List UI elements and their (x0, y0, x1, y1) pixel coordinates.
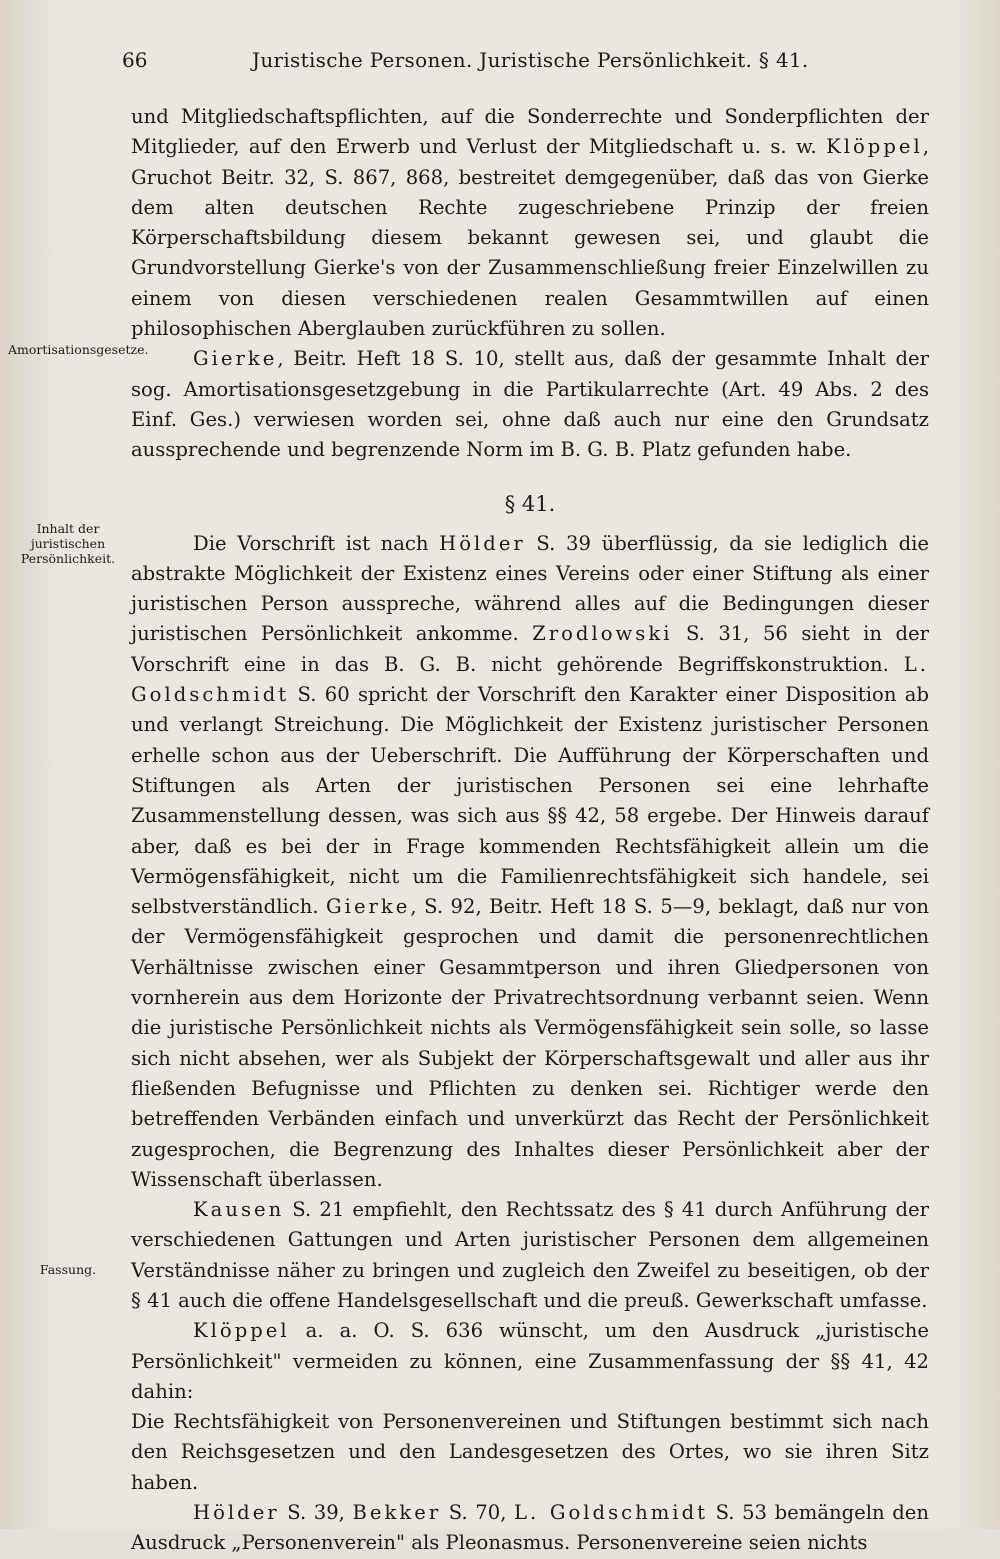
author-name: Gierke (326, 895, 411, 919)
paragraph: Kausen S. 21 empfiehlt, den Rechtssatz des § 41 durch Anführung der verschiedenen Gattungen und Arten juristischer Personen dem allgemeinen Verständnisse näher zu bringen und zugleich den Zweifel zu beseitigen, ob der § 41 auch die offene Handelsgesellschaft und die preuß. Gewerkschaft umfasse. (131, 1198, 929, 1312)
running-header (122, 46, 930, 74)
author-name: Zrodlowski (532, 622, 673, 646)
page-number: 66 (122, 48, 148, 72)
author-name: L. Goldschmidt (131, 652, 929, 707)
author-name: Hölder (193, 1501, 280, 1525)
author-name: L. Goldschmidt (514, 1501, 708, 1525)
author-name: Gierke (193, 347, 278, 371)
paragraph: Gierke, Beitr. Heft 18 S. 10, stellt aus, daß der gesammte Inhalt der sog. Amortisationsgesetzgebung in die Partikularrechte (Art. 49 Abs. 2 des Einf. Ges.) verwiesen worden sei, ohne daß auch nur eine den Grundsatz aussprechende und begrenzende Norm im B. G. B. Platz gefunden habe. (131, 347, 929, 462)
margin-note-fassung: Fassung. (39, 1262, 97, 1277)
author-name: Klöppel (193, 1319, 290, 1343)
paragraph: Hölder S. 39, Bekker S. 70, L. Goldschmidt S. 53 bemängeln den Ausdruck „Personenverein" als Pleonasmus. Personenvereine seien nichts (131, 1501, 929, 1555)
section-heading: § 41. (504, 491, 556, 516)
paragraph: Klöppel a. a. O. S. 636 wünscht, um den Ausdruck „juristische Persönlichkeit" vermeiden zu können, eine Zusammenfassung der §§ 41, 42 dahin: (131, 1319, 929, 1403)
author-name: Bekker (352, 1501, 442, 1525)
body-text (131, 102, 929, 1559)
margin-note-inhalt: Inhalt der juristischen Persönlichkeit. (20, 521, 116, 566)
author-name: Kausen (193, 1198, 285, 1222)
author-name: Klöppel (826, 135, 923, 159)
running-title: Juristische Personen. Juristische Persönlichkeit. § 41. (252, 48, 809, 72)
paragraph: Die Vorschrift ist nach Hölder S. 39 überflüssig, da sie lediglich die abstrakte Möglichkeit der Existenz eines Vereins oder einer Stiftung als einer juristischen Person ausspreche, während alles auf die Bedingungen dieser juristischen Persönlichkeit ankomme. Zrodlowski S. 31, 56 sieht in der Vorschrift eine in das B. G. B. nicht gehörende Begriffskonstruktion. L. Goldschmidt S. 60 spricht der Vorschrift den Karakter einer Disposition ab und verlangt Streichung. Die Möglichkeit der Existenz juristischer Personen erhelle schon aus der Ueberschrift. Die Aufführung der Körperschaften und Stiftungen als Arten der juristischen Personen sei eine lehrhafte Zusammenstellung dessen, was sich aus §§ 42, 58 ergebe. Der Hinweis darauf aber, daß es bei der in Frage kommenden Rechtsfähigkeit allein um die Vermögensfähigkeit, nicht um die Familienrechtsfähigkeit sich handele, sei selbstverständlich. Gierke, S. 92, Beitr. Heft 18 S. 5—9, beklagt, daß nur von der Vermögensfähigkeit gesprochen und damit die personenrechtlichen Verhältnisse zwischen einer Gesammtperson und ihren Gliedpersonen von vornherein aus dem Horizonte der Privatrechtsordnung verbannt seien. Wenn die juristische Persönlichkeit nichts als Vermögensfähigkeit sein solle, so lasse sich nicht absehen, wer als Subjekt der Körperschaftsgewalt und aller aus ihr fließenden Befugnisse und Pflichten zu denken sei. Richtiger werde den betreffenden Verbänden einfach und unverkürzt das Recht der Persönlichkeit zugesprochen, die Begrenzung des Inhaltes dieser Persönlichkeit aber der Wissenschaft überlassen. (131, 531, 929, 1191)
paragraph: und Mitgliedschaftspflichten, auf die Sonderrechte und Sonderpflichten der Mitglieder, auf den Erwerb und Verlust der Mitgliedschaft u. s. w. Klöppel, Gruchot Beitr. 32, S. 867, 868, bestreitet demgegenüber, daß das von Gierke dem alten deutschen Rechte zugeschriebene Prinzip der freien Körperschaftsbildung diesem bekannt gewesen sei, und glaubt die Grundvorstellung Gierke's von der Zusammenschließung freier Einzelwillen zu einem von diesen verschiedenen realen Gesammtwillen auf einen philosophischen Aberglauben zurückführen zu sollen. (131, 105, 929, 341)
quoted-proposal: Die Rechtsfähigkeit von Personenvereinen und Stiftungen bestimmt sich nach den Reichsgesetzen und den Landesgesetzen des Ortes, wo sie ihren Sitz haben. (131, 1410, 929, 1494)
margin-note-amortisation: Amortisationsgesetze. (8, 342, 149, 357)
author-name: Hölder (439, 531, 526, 555)
